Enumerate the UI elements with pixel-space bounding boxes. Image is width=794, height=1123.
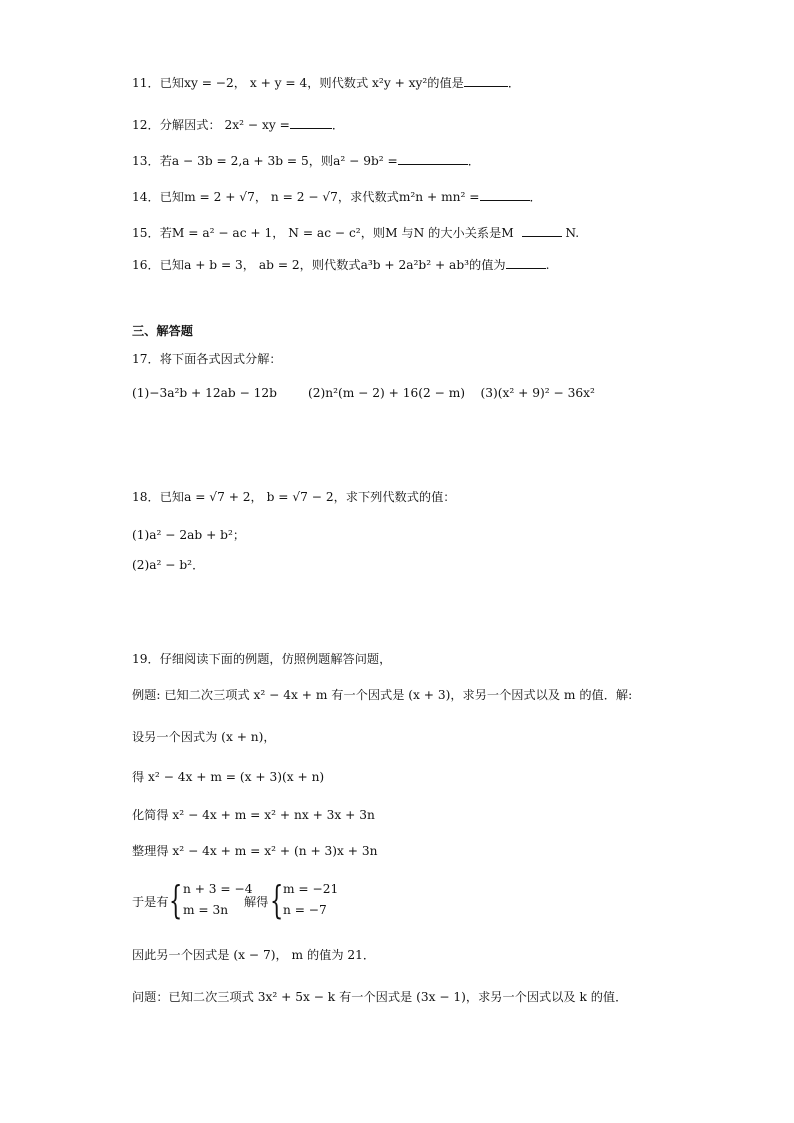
system-prefix: 于是有 xyxy=(132,895,169,909)
question-12-text: 12．分解因式： 2x² − xy = xyxy=(132,118,290,132)
question-15 xyxy=(132,224,579,242)
question-16-tail: . xyxy=(545,258,550,272)
question-15-text: 15．若M = a² − ac + 1， N = ac − c²，则M 与N 的大小关系是M xyxy=(132,226,514,240)
question-12 xyxy=(132,116,344,134)
answer-blank-15[interactable] xyxy=(522,225,562,237)
left-brace-system: { xyxy=(169,878,183,922)
system-solved-label: 解得 xyxy=(244,895,269,909)
question-18-part-2: (2)a² − b²． xyxy=(132,558,205,572)
example-statement: 例题: 已知二次三项式 x² − 4x + m 有一个因式是 (x + 3)，求另一个因式以及 m 的值．解: xyxy=(132,688,633,702)
answer-blank-13[interactable] xyxy=(398,153,468,165)
example-step-3: 化简得 x² − 4x + m = x² + nx + 3x + 3n xyxy=(132,808,375,822)
answer-blank-16[interactable] xyxy=(506,257,546,269)
question-17-parts: (1)−3a²b + 12ab − 12b (2)n²(m − 2) + 16(2 − m) (3)(x² + 9)² − 36x² xyxy=(132,386,595,400)
question-18-prompt: 18．已知a = √7 + 2， b = √7 − 2，求下列代数式的值： xyxy=(132,490,456,504)
answer-blank-11[interactable] xyxy=(464,75,508,87)
example-step-4: 整理得 x² − 4x + m = x² + (n + 3)x + 3n xyxy=(132,844,378,858)
solution-equation-2: n = −7 xyxy=(283,903,327,917)
example-step-1: 设另一个因式为 (x + n)， xyxy=(132,730,276,744)
problem-statement: 问题：已知二次三项式 3x² + 5x − k 有一个因式是 (3x − 1)，求另一个因式以及 k 的值． xyxy=(132,990,628,1004)
solution-equation-1: m = −21 xyxy=(283,882,339,896)
question-13-text: 13．若a − 3b = 2,a + 3b = 5，则a² − 9b² = xyxy=(132,154,398,168)
question-15-tail: N. xyxy=(561,226,580,240)
question-17-prompt: 17．将下面各式因式分解： xyxy=(132,352,282,366)
question-16 xyxy=(132,256,549,274)
left-brace-solution: { xyxy=(270,878,284,922)
question-14 xyxy=(132,188,542,206)
question-11-tail: ． xyxy=(507,76,521,90)
example-step-2: 得 x² − 4x + m = (x + 3)(x + n) xyxy=(132,770,325,784)
question-11 xyxy=(132,74,520,92)
answer-blank-12[interactable] xyxy=(290,117,332,129)
question-13-tail: ． xyxy=(467,154,480,168)
section-title: 三、解答题 xyxy=(132,324,193,338)
question-13 xyxy=(132,152,480,170)
system-equation-1: n + 3 = −4 xyxy=(183,882,253,896)
question-16-text: 16．已知a + b = 3， ab = 2，则代数式a³b + 2a²b² + ab³的值为 xyxy=(132,258,506,272)
system-equation-2: m = 3n xyxy=(183,903,229,917)
question-19-prompt: 19．仔细阅读下面的例题，仿照例题解答问题， xyxy=(132,652,392,666)
question-11-text: 11．已知xy = −2， x + y = 4，则代数式 x²y + xy²的值是 xyxy=(132,76,464,90)
example-conclusion: 因此另一个因式是 (x − 7)， m 的值为 21． xyxy=(132,948,376,962)
question-12-tail: ． xyxy=(331,118,345,132)
question-14-text: 14．已知m = 2 + √7， n = 2 − √7，求代数式m²n + mn² = xyxy=(132,190,480,204)
question-14-tail: ． xyxy=(529,190,542,204)
question-18-part-1: (1)a² − 2ab + b²； xyxy=(132,528,246,542)
answer-blank-14[interactable] xyxy=(480,189,530,201)
